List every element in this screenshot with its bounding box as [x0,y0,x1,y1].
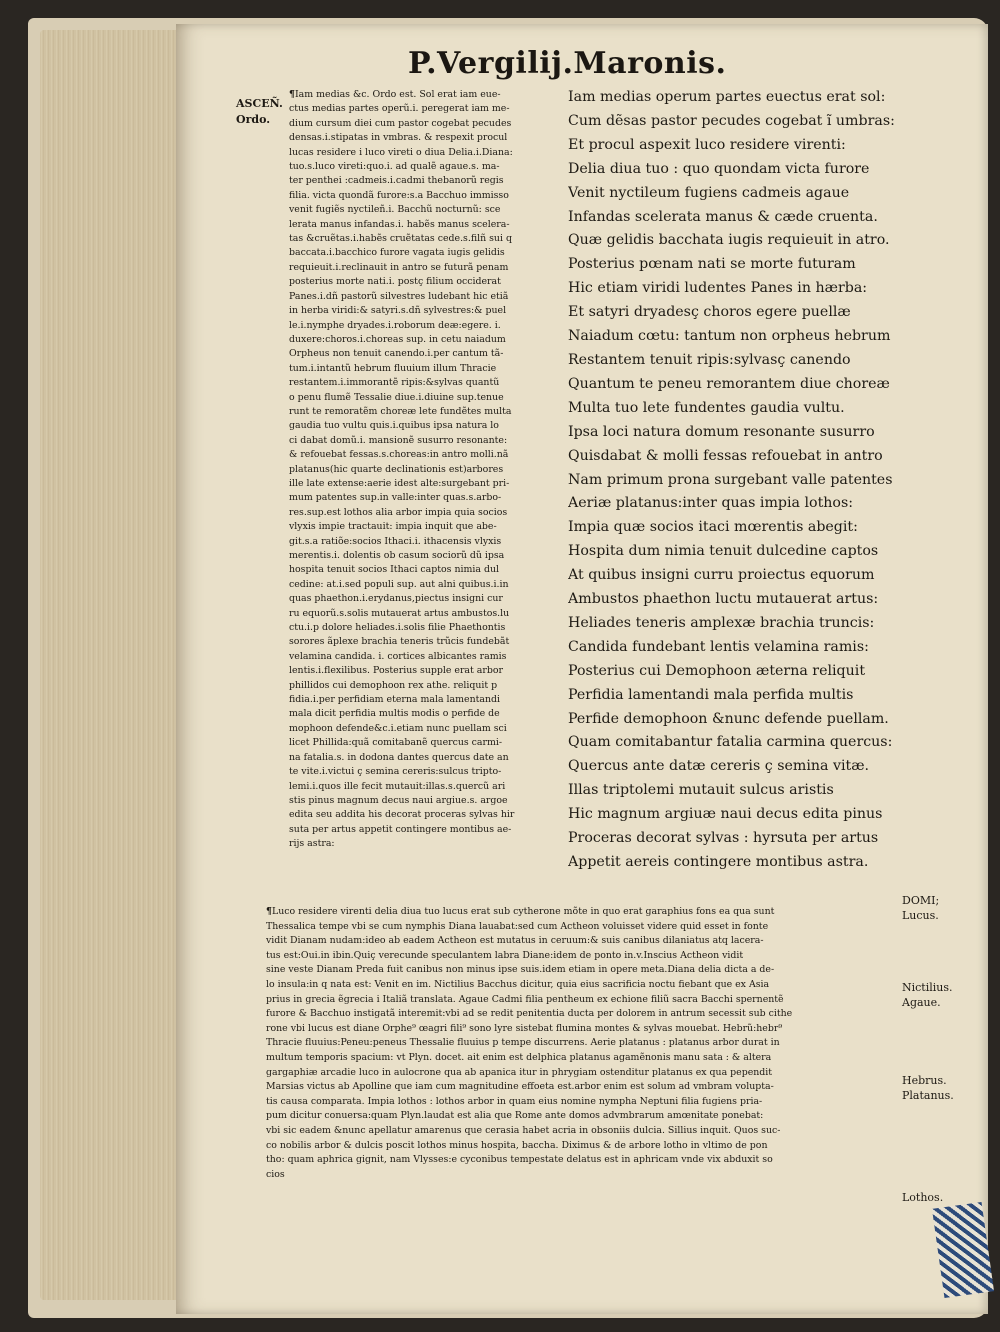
commentary-line: duxere:choros.i.choreas sup. in cetu naiadum [289,333,506,345]
commentary-line: ter penthei :cadmeis.i.cadmi thebanorũ regis [289,175,504,187]
commentary-line: lucas residere i luco vireti o diua Delia.i.Diana: [289,146,513,158]
commentary-line: platanus(hic quarte declinationis est)arbores [289,463,504,475]
verse-line: Venit nyctileum fugiens cadmeis agaue [568,184,850,201]
commentary-line: ci dabat domũ.i. mansionẽ susurro resonante: [289,434,508,446]
verse-line: Naiadum cœtu: tantum non orpheus hebrum [568,328,891,345]
note-line: tho: quam aphrica gignit, nam Vlysses:e cyconibus tempestate delatus est in aphricam vnde vix abduxit so [266,1154,773,1166]
commentary-line: velamina candida. i. cortices albicantes ramis [289,650,507,662]
commentary-line: ¶Iam medias &c. Ordo est. Sol erat iam eue- [289,89,501,100]
verse-line: Restantem tenuit ripis:sylvasç canendo [568,351,851,368]
commentary-line: dium cursum diei cum pastor cogebat pecudes [289,117,512,129]
verse-column [568,86,908,875]
note-line: vidit Dianam nudam:ideo ab eadem Actheon est mutatus in ceruum:& suis canibus dilaniatus atq lacera- [266,935,764,947]
note-line: prius in grecia ẽgrecia i Italiã translata. Agaue Cadmi filia pentheum ex echione filiũ sacra Bacchi spernentẽ [266,993,784,1005]
commentary-line: requieuit.i.reclinauit in antro se futurã penam [289,261,509,273]
verse-line: Illas triptolemi mutauit sulcus aristis [568,782,834,799]
verse-line: Iam medias operum partes euectus erat sol: [568,89,886,105]
verse-line: Quercus ante datæ cereris ç semina vitæ. [568,758,870,775]
commentary-line: lemi.i.quos ille fecit mutauit:illas.s.quercũ ari [289,780,506,792]
verse-line: Posterius cui Demophoon æterna reliquit [568,662,866,679]
verse-line: Nam primum prona surgebant valle patentes [568,471,893,488]
paragraph-mark: ¶ [266,906,272,917]
note-line: lo insula:in q nata est: Venit en im. Nictilius Bacchus dicitur, quia eius sacrificia noctu fiebant que ex Asia [266,978,770,990]
note-line: cios [266,1168,285,1180]
verse-line: Candida fundebant lentis velamina ramis: [568,638,869,655]
commentary-line: posterius morte nati.i. postç filium occiderat [289,276,501,288]
commentary-line: le.i.nymphe dryades.i.roborum deæ:egere. i. [289,319,501,331]
note-line: gargaphiæ arcadie luco in aulocrone qua ab apanica itur in phrygiam ostenditur platanus ex qua pependit [266,1066,773,1078]
commentary-line: phillidos cui demophoon rex athe. reliquit p [289,679,498,691]
commentary-line: tum.i.intantũ hebrum fluuium illum Thracie [289,362,497,374]
commentary-line: licet Phillida:quã comitabanẽ quercus carmi- [289,737,503,749]
commentary-line: venit fugiẽs nyctileñ.i. Bacchũ nocturnũ: sce [289,204,501,216]
note-line: multum temporis spacium: vt Plyn. docet. ait enim est delphica platanus agamẽnonis manu sata : & altera [266,1051,772,1063]
verse-line: Posterius pœnam nati se morte futuram [568,256,856,273]
note-line: Thessalica tempe vbi se cum nymphis Diana lauabat:sed cum Actheon voluisset videre quid esset in fonte [266,920,769,932]
commentary-column [289,88,557,852]
notes-block [266,905,906,1182]
verse-line: Quam comitabantur fatalia carmina quercus: [568,734,893,751]
commentary-line: lerata manus infandas.i. habẽs manus scelera- [289,218,510,230]
commentary-line: baccata.i.bacchico furore vagata iugis gelidis [289,247,505,259]
commentary-line: tas &cruẽtas.i.habẽs cruẽtatas cede.s.filñ sui q [289,233,512,245]
note-line: Thracie fluuius:Peneu:peneus Thessalie fluuius p tempe discurrens. Aerie platanus : platanus arbor durat in [266,1037,780,1049]
verse-line: Hic etiam viridi ludentes Panes in hærba: [568,280,868,297]
verse-line: At quibus insigni curru proiectus equorum [568,567,875,584]
verse-line: Impia quæ socios itaci mœrentis abegit: [568,519,858,536]
commentary-line: suta per artus appetit contingere montibus ae- [289,823,512,835]
commentary-line: Panes.i.dñ pastorũ silvestres ludebant hic etiã [289,290,509,302]
commentary-line: ctu.i.p dolore heliades.i.solis filie Phaethontis [289,622,506,634]
commentary-line: rijs astra: [289,838,335,850]
verse-line: Hic magnum argiuæ naui decus edita pinus [568,806,883,823]
commentary-line: git.s.a ratiõe:socios Ithaci.i. ithacensis vlyxis [289,535,502,547]
commentary-line: sorores ãplexe brachia teneris trũcis fundebãt [289,636,510,648]
margin-label-platanus: Platanus. [902,1089,954,1102]
margin-label-hebrus: Hebrus. [902,1074,947,1087]
margin-label-domi: DOMI; [902,894,940,907]
commentary-line: quas phaethon.i.erydanus,piectus insigni cur [289,593,503,605]
verse-line: Perfidia lamentandi mala perfida multis [568,686,854,703]
verse-line: Ipsa loci natura domum resonante susurro [568,423,875,440]
verse-line: Ambustos phaethon luctu mutauerat artus: [568,591,879,608]
commentary-line: merentis.i. dolentis ob casum sociorũ dũ ipsa [289,550,505,561]
note-line: ¶Luco residere virenti delia diua tuo lucus erat sub cytherone mõte in quo erat garaphius fons ea qua sunt [266,906,775,917]
verse-line: Heliades teneris amplexæ brachia truncis: [568,614,875,631]
commentary-line: ctus medias partes operũ.i. peregerat iam me- [289,103,510,115]
commentary-line: na fatalia.s. in dodona dantes quercus date an [289,751,509,763]
commentary-line: te vite.i.victui ç semina cereris:sulcus tripto- [289,766,502,778]
running-header: P.Vergilij.Maronis. [408,46,727,81]
note-line: pum dicitur conuersa:quam Plyn.laudat est alia que Rome ante domos advmbrarum amœnitate ponebat: [266,1110,764,1122]
verse-line: Aeriæ platanus:inter quas impia lothos: [568,495,854,512]
commentary-line: lentis.i.flexilibus. Posterius supple erat arbor [289,665,503,677]
commentary-line: ille late extense:aerie idest alte:surgebant pri- [289,477,510,489]
page-edges [40,30,180,1300]
commentary-line: gaudia tuo vultu quis.i.quibus ipsa natura lo [289,420,499,432]
left-margin-notes [236,96,282,128]
verse-line: Delia diua tuo : quo quondam victa furore [568,160,870,177]
commentary-line: fidia.i.per perfidiam eterna mala lamentandi [289,694,501,706]
note-line: tus est:Oui.in ibin.Quiç verecunde speculantem labra Diane:idem de ponto in.v.Inscius Actheon vidit [266,949,744,961]
margin-label-agaue: Agaue. [902,996,941,1009]
verse-line: Hospita dum nimia tenuit dulcedine captos [568,543,879,560]
margin-label-nictilius: Nictilius. [902,981,953,994]
verse-line: Et satyri dryadesç choros egere puellæ [568,304,851,321]
commentary-line: cedine: at.i.sed populi sup. aut alni quibus.i.in [289,578,509,590]
commentary-line: res.sup.est lothos alia arbor impia quia socios [289,506,508,518]
note-line: furore & Bacchuo instigatã interemit:vbi ad se redit penitentia ducta per dolorem in antrum secessit sub cithe [266,1008,793,1020]
verse-line: Et procul aspexit luco residere virenti: [568,136,846,153]
commentary-line: edita seu addita his decorat proceras sylvas hir [289,809,515,821]
paragraph-mark: ¶ [289,89,295,100]
verse-line: Quisdabat & molli fessas refouebat in antro [568,447,883,464]
commentary-line: o penu flumẽ Tessalie diue.i.diuine sup.tenue [289,391,504,403]
commentary-line: runt te remoratẽm choreæ lete fundẽtes multa [289,405,512,417]
commentary-line: densas.i.stipatas in vmbras. & respexit procul [289,132,508,144]
commentary-line: hospita tenuit socios Ithaci captos nimia dul [289,564,500,576]
commentary-line: restantem.i.immorantẽ ripis:&sylvas quantũ [289,377,500,389]
margin-label-lothos: Lothos. [902,1191,944,1204]
commentary-line: mophoon defende&c.i.etiam nunc puellam sci [289,722,507,734]
commentary-line: mum patentes sup.in valle:inter quas.s.arbo- [289,492,502,504]
commentary-line: stis pinus magnum decus naui argiue.s. argoe [289,794,508,806]
verse-line: Quæ gelidis bacchata iugis requieuit in atro. [568,232,890,249]
note-line: co nobilis arbor & dulcis poscit lothos minus hospita, baccha. Diximus & de arbore lotho in vltimo de pon [266,1139,768,1151]
verse-line: Proceras decorat sylvas : hyrsuta per artus [568,830,879,847]
note-line: tis causa comparata. Impia lothos : lothos arbor in quam eius nomine nympha Neptuni filia fugiens pria- [266,1095,763,1107]
note-line: Marsias victus ab Apolline que iam cum magnitudine effoeta est.arbor enim est solum ad vmbram volupta- [266,1081,774,1093]
verse-line: Perfide demophoon &nunc defende puellam. [568,710,889,727]
note-line: vbi sic eadem &nunc apellatur amarenus que cerasia habet acria in obsoniis dulcia. Sillius inquit. Quos suc- [266,1124,781,1136]
margin-label-ascen: ASCEÑ. [236,97,283,110]
note-line: sine veste Dianam Preda fuit canibus non minus ipse suis.idem etiam in opere meta.Diana delia dicta a de- [266,964,775,976]
margin-label-ordo: Ordo. [236,113,271,126]
commentary-line: mala dicit perfidia multis modis o perfide de [289,708,500,720]
commentary-line: filia. victa quondã furore:s.a Bacchuo immisso [289,189,509,201]
verse-line: Infandas scelerata manus & cæde cruenta. [568,208,878,225]
verse-line: Quantum te peneu remorantem diue choreæ [568,375,890,392]
note-line: rone vbi lucus est diane Orphe⁹ œagri fili⁹ sono lyre sistebat flumina montes & sylvas mouebat. Hebrũ:hebr⁹ [266,1022,783,1034]
commentary-line: Orpheus non tenuit canendo.i.per cantum tã- [289,348,504,360]
commentary-line: tuo.s.luco vireti:quo.i. ad qualẽ agaue.s. ma- [289,161,500,173]
commentary-line: ru equorũ.s.solis mutauerat artus ambustos.lu [289,607,510,619]
commentary-line: & refouebat fessas.s.choreas:in antro molli.nã [289,449,509,461]
commentary-line: in herba viridi:& satyri.s.dñ sylvestres:& puel [289,305,507,317]
verse-line: Cum dẽsas pastor pecudes cogebat ĩ umbras: [568,112,895,129]
verse-line: Appetit aereis contingere montibus astra. [568,854,869,870]
margin-label-lucus: Lucus. [902,909,939,922]
verse-line: Multa tuo lete fundentes gaudia vultu. [568,399,845,416]
commentary-line: vlyxis impie tractauit: impia inquit que abe- [289,521,497,533]
